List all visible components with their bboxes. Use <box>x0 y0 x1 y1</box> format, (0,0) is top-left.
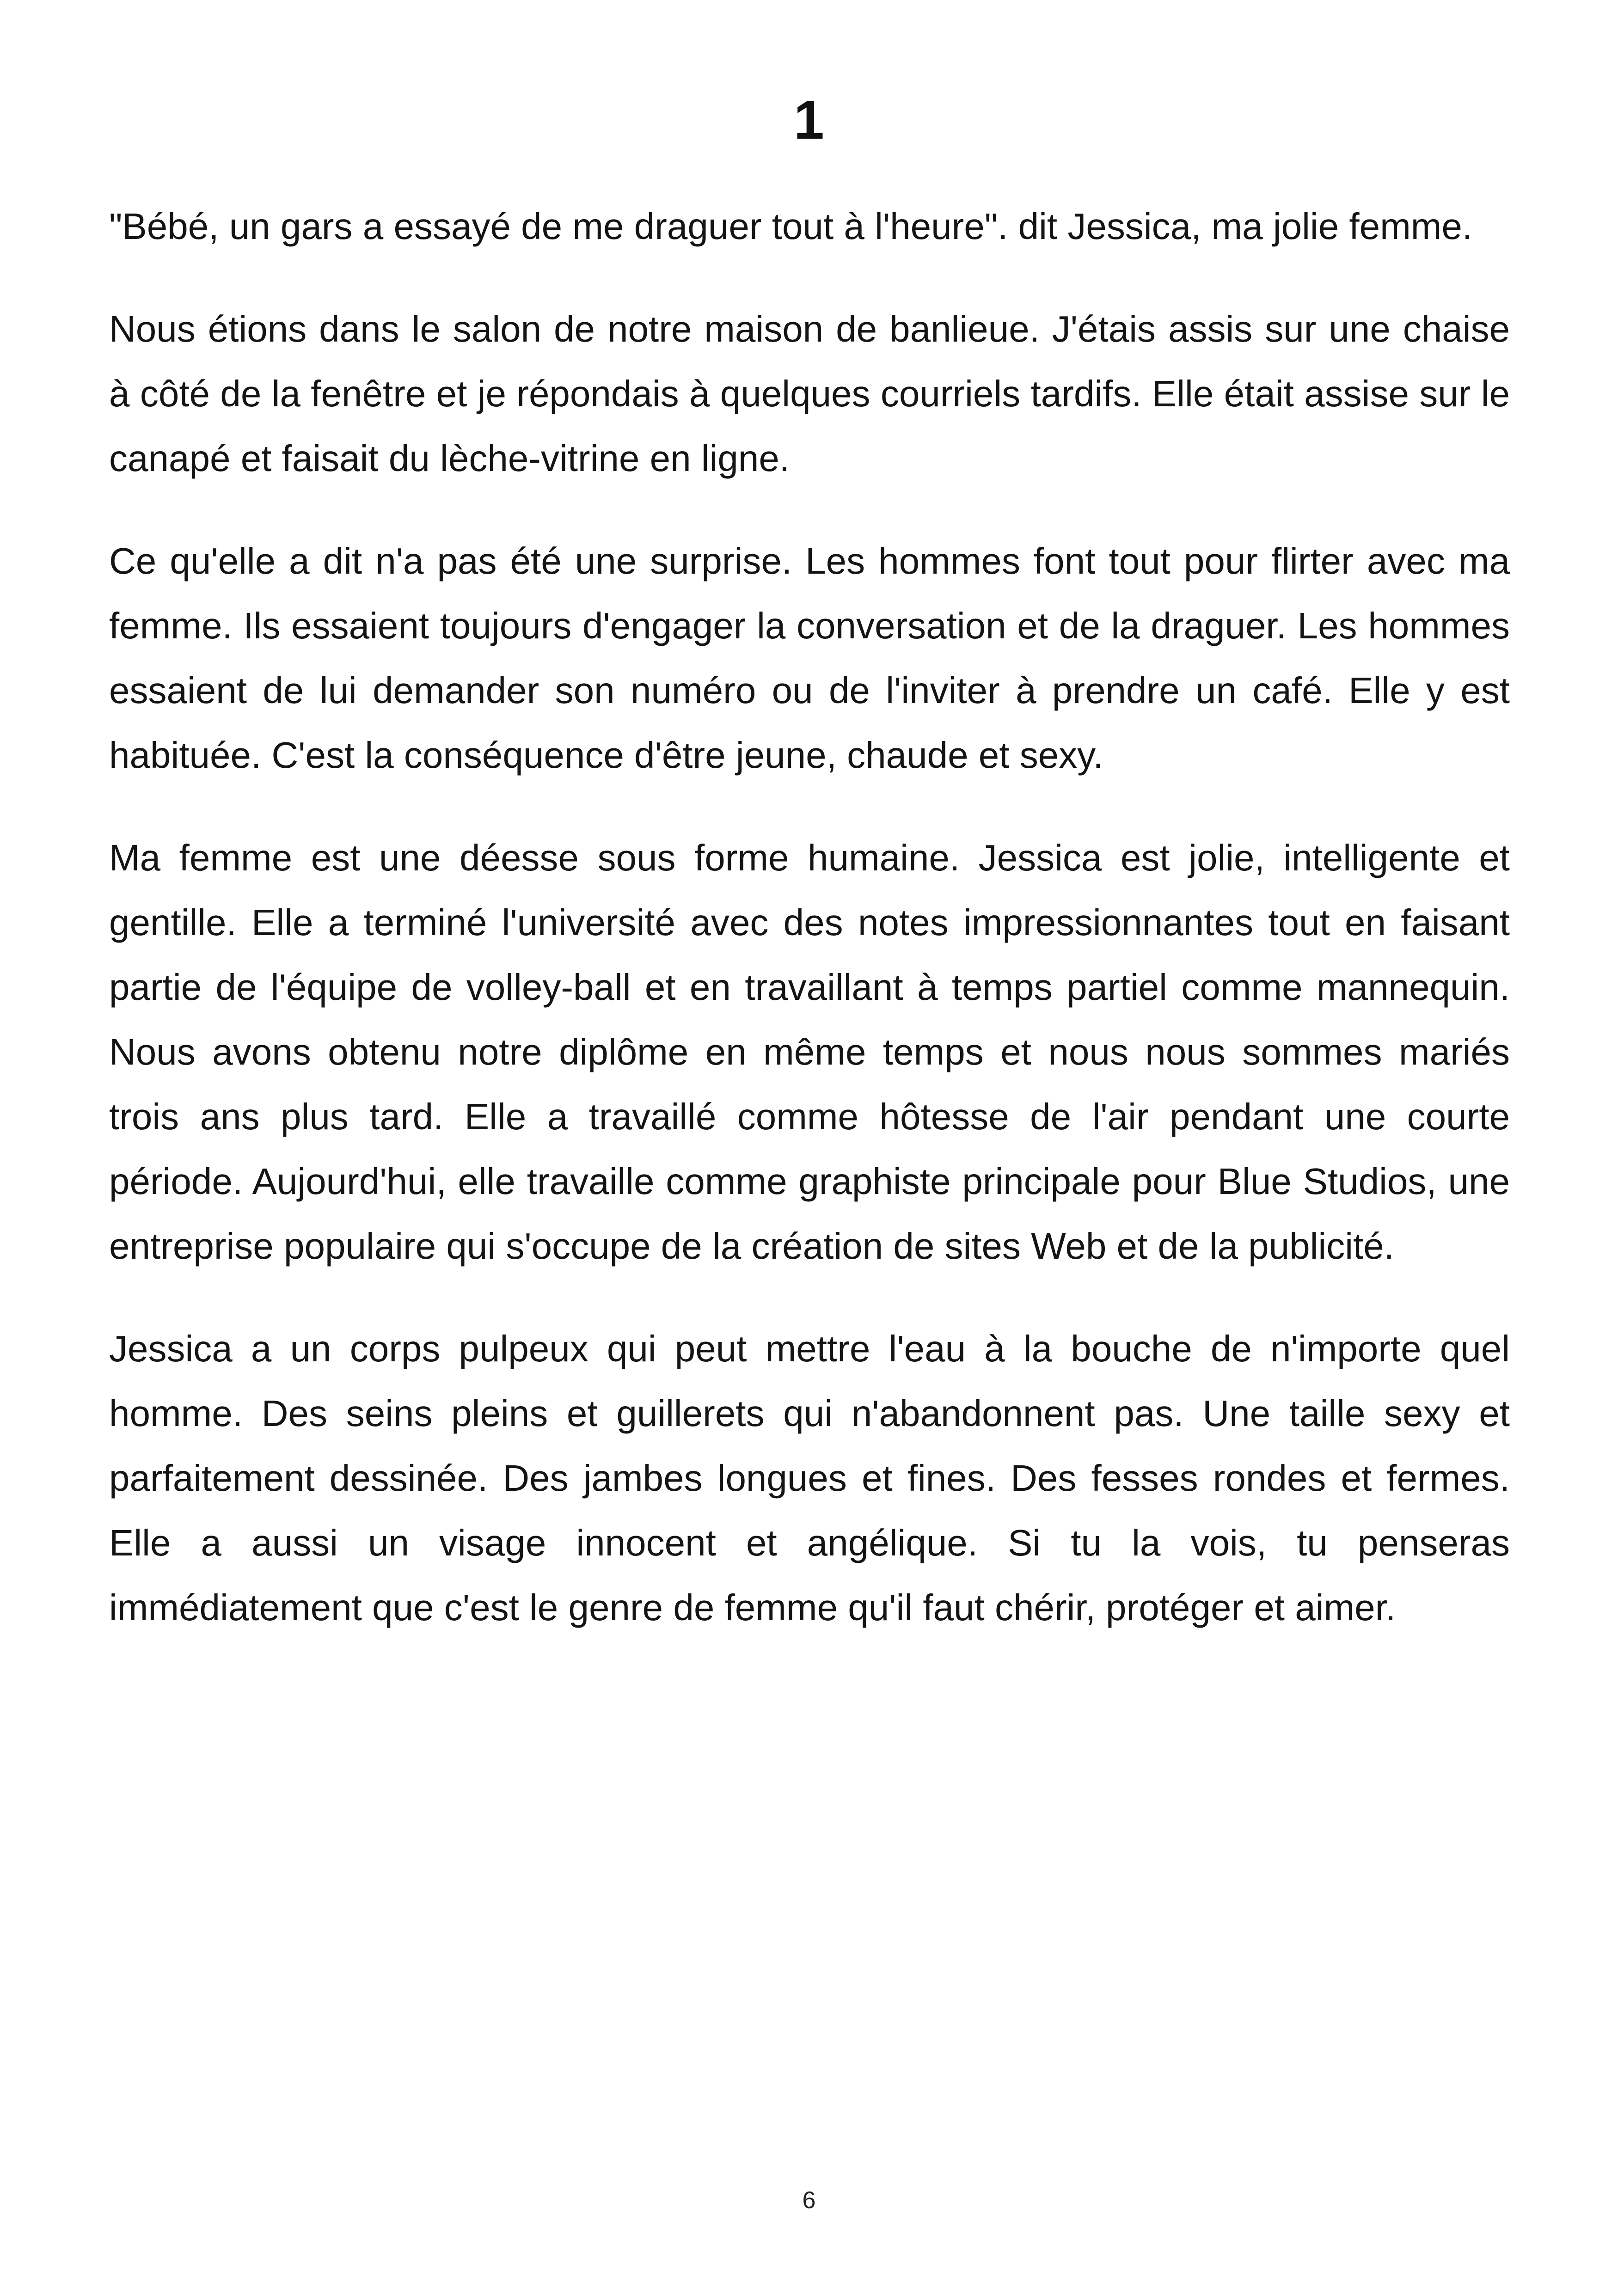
paragraph-4: Ma femme est une déesse sous forme humaine. Jessica est jolie, intelligente et gentille. Elle a terminé l'université avec des notes impressionnantes tout en faisant partie de l'équipe de volley-ball et en travaillant à temps partiel comme mannequin. Nous avons obtenu notre diplôme en même temps et nous nous sommes mariés trois ans plus tard. Elle a travaillé comme hôtesse de l'air pendant une courte période. Aujourd'hui, elle travaille comme graphiste principale pour Blue Studios, une entreprise populaire qui s'occupe de la création de sites Web et de la publicité. <box>109 837 1510 1267</box>
page-number: 6 <box>802 2187 816 2214</box>
chapter-number: 1 <box>794 90 824 151</box>
chapter-body <box>109 194 1510 1678</box>
paragraph-2: Nous étions dans le salon de notre maison de banlieue. J'étais assis sur une chaise à côté de la fenêtre et je répondais à quelques courriels tardifs. Elle était assise sur le canapé et faisait du lèche-vitrine en ligne. <box>109 308 1510 479</box>
paragraph-3: Ce qu'elle a dit n'a pas été une surprise. Les hommes font tout pour flirter avec ma femme. Ils essaient toujours d'engager la conversation et de la draguer. Les hommes essaient de lui demander son numéro ou de l'inviter à prendre un café. Elle y est habituée. C'est la conséquence d'être jeune, chaude et sexy. <box>109 540 1510 776</box>
paragraph-5: Jessica a un corps pulpeux qui peut mettre l'eau à la bouche de n'importe quel homme. Des seins pleins et guillerets qui n'abandonnent pas. Une taille sexy et parfaitement dessinée. Des jambes longues et fines. Des fesses rondes et fermes. Elle a aussi un visage innocent et angélique. Si tu la vois, tu penseras immédiatement que c'est le genre de femme qu'il faut chérir, protéger et aimer. <box>109 1328 1510 1628</box>
paragraph-1: "Bébé, un gars a essayé de me draguer tout à l'heure". dit Jessica, ma jolie femme. <box>109 206 1473 247</box>
